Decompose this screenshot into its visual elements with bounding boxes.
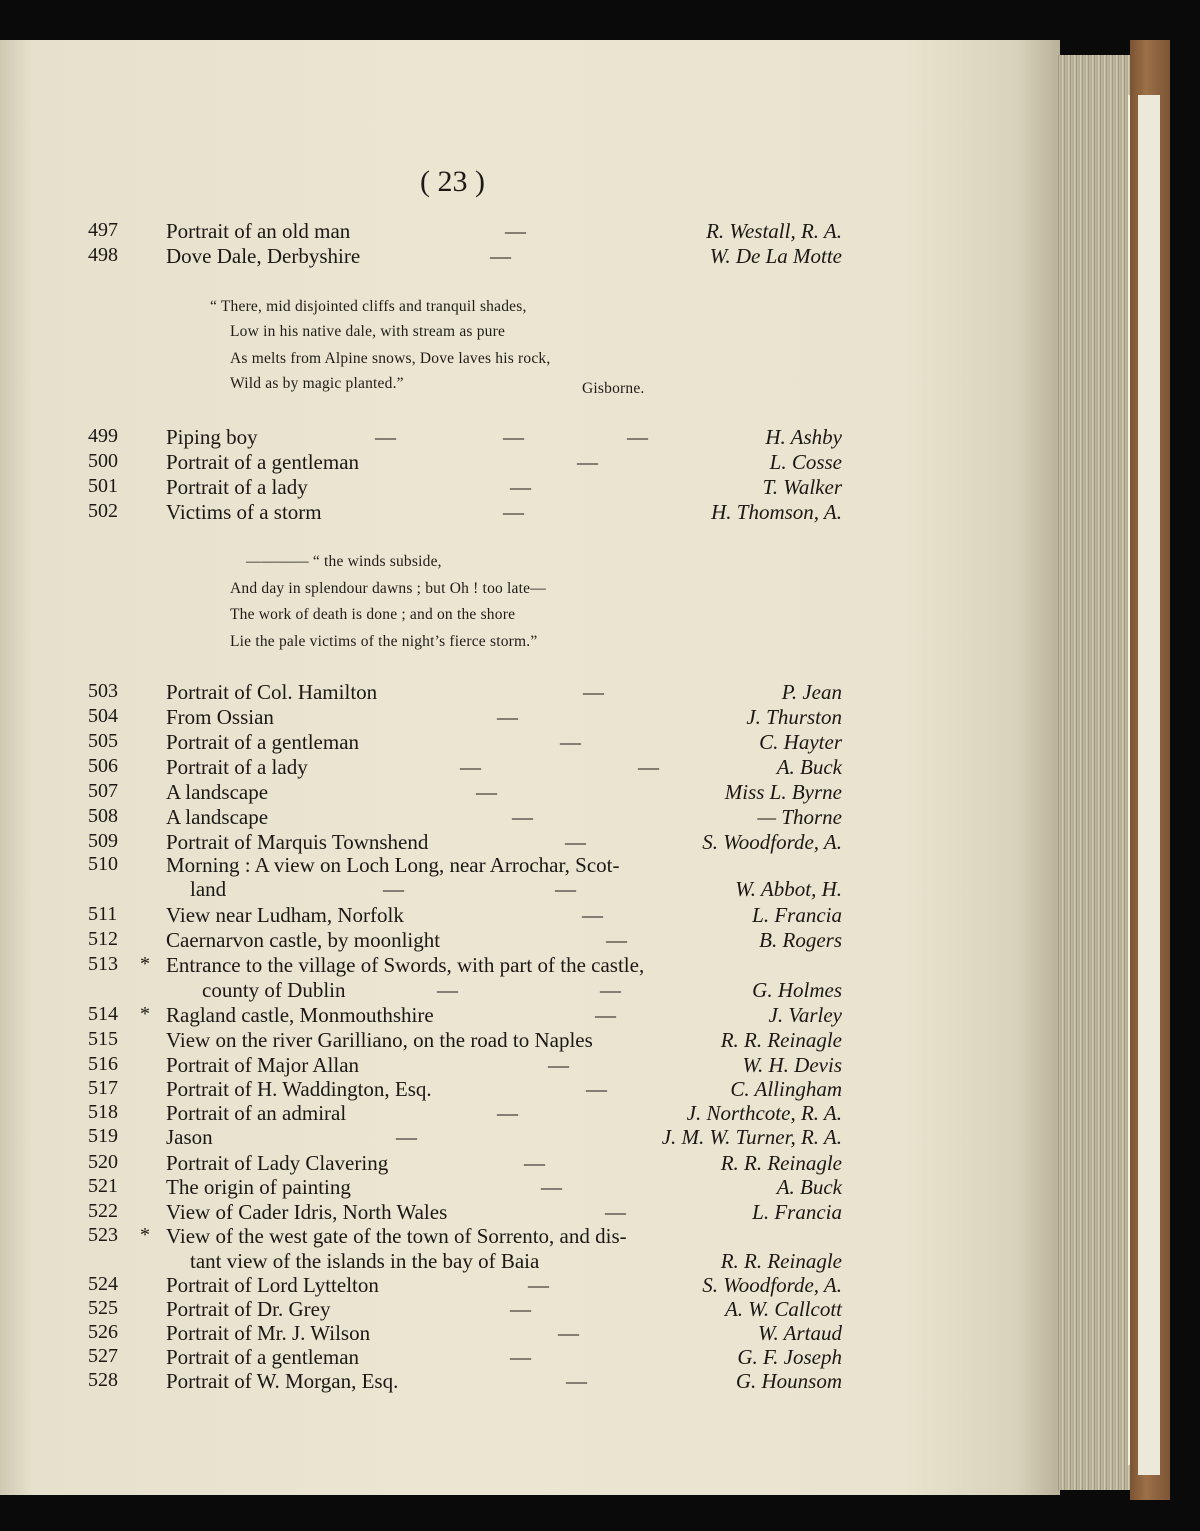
entry-title: Victims of a storm — [166, 500, 322, 524]
leader-dash: — — [577, 450, 598, 474]
catalogue-entry — [0, 500, 1060, 526]
entry-artist: G. Hounsom — [735, 1369, 842, 1393]
entry-artist: R. R. Reinagle — [720, 1151, 842, 1175]
catalogue-entry — [0, 705, 1060, 731]
entry-title: Caernarvon castle, by moonlight — [166, 928, 441, 952]
entry-artist: A. Buck — [776, 755, 842, 779]
entry-title: From Ossian — [166, 705, 274, 729]
entry-artist: L. Francia — [752, 903, 842, 927]
catalogue-entry — [0, 1345, 1060, 1371]
entry-artist: — Thorne — [757, 805, 842, 829]
entry-artist: S. Woodforde, A. — [702, 1273, 842, 1297]
entry-number: 526 — [88, 1321, 118, 1343]
leader-dash: — — [560, 730, 581, 754]
entry-number: 519 — [88, 1125, 118, 1147]
new-work-asterisk: * — [140, 953, 150, 975]
entry-number: 506 — [88, 755, 118, 777]
entry-number: 512 — [88, 928, 118, 950]
entry-artist: L. Cosse — [769, 450, 842, 474]
catalogue-entry — [0, 1003, 1060, 1029]
entry-artist: C. Allingham — [730, 1077, 842, 1101]
page-number: ( 23 ) — [420, 165, 485, 198]
entry-title: Portrait of a gentleman — [166, 730, 360, 754]
catalogue-entry — [0, 755, 1060, 781]
entry-title: Portrait of Lord Lyttelton — [166, 1273, 379, 1297]
catalogue-entry — [0, 1369, 1060, 1395]
entry-artist: R. R. Reinagle — [720, 1249, 842, 1273]
leader-dash: — — [586, 1077, 607, 1101]
catalogue-entry — [0, 903, 1060, 929]
catalogue-entry — [0, 1297, 1060, 1323]
entry-artist: P. Jean — [781, 680, 842, 704]
new-work-asterisk: * — [140, 1224, 150, 1246]
entry-artist: J. Varley — [768, 1003, 842, 1027]
entry-artist: A. W. Callcott — [724, 1297, 842, 1321]
entry-artist: G. Holmes — [752, 978, 842, 1002]
leader-dash: — — [497, 1101, 518, 1125]
entry-number: 513 — [88, 953, 118, 975]
entry-artist: W. De La Motte — [709, 244, 842, 268]
verse-line: And day in splendour dawns ; but Oh ! too late— — [230, 580, 546, 597]
new-work-asterisk: * — [140, 1003, 150, 1025]
catalogue-entry — [0, 1200, 1060, 1226]
catalogue-entry — [0, 780, 1060, 806]
entry-artist: C. Hayter — [759, 730, 842, 754]
entry-number: 515 — [88, 1028, 118, 1050]
entry-artist: W. Abbot, H. — [735, 877, 842, 901]
entry-title: Ragland castle, Monmouthshire — [166, 1003, 434, 1027]
entry-title: Portrait of a gentleman — [166, 1345, 360, 1369]
leader-dash: — — [638, 755, 659, 779]
entry-title: Portrait of a lady — [166, 755, 308, 779]
entry-number: 499 — [88, 425, 118, 447]
entry-number: 509 — [88, 830, 118, 852]
leader-dash: — — [510, 475, 531, 499]
leader-dash: — — [383, 877, 404, 901]
entry-artist: T. Walker — [762, 475, 842, 499]
entry-title: Portrait of Mr. J. Wilson — [166, 1321, 371, 1345]
entry-artist: J. Thurston — [746, 705, 842, 729]
leader-dash: — — [582, 903, 603, 927]
entry-title: View of Cader Idris, North Wales — [166, 1200, 448, 1224]
leader-dash: — — [503, 425, 524, 449]
leader-dash: — — [490, 244, 511, 268]
entry-artist: A. Buck — [776, 1175, 842, 1199]
leader-dash: — — [565, 830, 586, 854]
entry-number: 518 — [88, 1101, 118, 1123]
leader-dash: — — [541, 1175, 562, 1199]
catalogue-entry-continuation — [0, 1249, 1060, 1275]
entry-number: 516 — [88, 1053, 118, 1075]
catalogue-entry — [0, 1077, 1060, 1103]
catalogue-entry — [0, 853, 1060, 879]
verse-line: The work of death is done ; and on the shore — [230, 606, 516, 623]
leader-dash: — — [505, 219, 526, 243]
verse-attribution: Gisborne. — [582, 380, 645, 397]
entry-artist: S. Woodforde, A. — [702, 830, 842, 854]
leader-dash: — — [528, 1273, 549, 1297]
entry-number: 501 — [88, 475, 118, 497]
entry-artist: W. Artaud — [757, 1321, 842, 1345]
leader-dash: — — [460, 755, 481, 779]
page-edges — [1058, 55, 1138, 1490]
entry-title: View on the river Garilliano, on the road to Naples — [166, 1028, 593, 1052]
catalogue-entry — [0, 450, 1060, 476]
catalogue-entry — [0, 244, 1060, 270]
verse-line: ———— “ the winds subside, — [246, 553, 442, 570]
leader-dash: — — [600, 978, 621, 1002]
leader-dash: — — [497, 705, 518, 729]
catalogue-entry — [0, 1321, 1060, 1347]
entry-number: 522 — [88, 1200, 118, 1222]
entry-title: Entrance to the village of Swords, with part of the castle, — [166, 953, 645, 977]
verse-line: Low in his native dale, with stream as pure — [230, 323, 506, 340]
entry-title: Portrait of Col. Hamilton — [166, 680, 378, 704]
leader-dash: — — [437, 978, 458, 1002]
catalogue-entry-continuation — [0, 877, 1060, 903]
entry-title: A landscape — [166, 780, 269, 804]
leader-dash: — — [510, 1345, 531, 1369]
leader-dash: — — [524, 1151, 545, 1175]
catalogue-entry — [0, 1125, 1060, 1151]
entry-title: Portrait of Lady Clavering — [166, 1151, 389, 1175]
catalogue-entry-continuation — [0, 978, 1060, 1004]
entry-number: 507 — [88, 780, 118, 802]
leader-dash: — — [606, 928, 627, 952]
catalogue-entry — [0, 1028, 1060, 1054]
entry-number: 514 — [88, 1003, 118, 1025]
leader-dash: — — [476, 780, 497, 804]
entry-artist: Miss L. Byrne — [724, 780, 842, 804]
entry-number: 505 — [88, 730, 118, 752]
entry-artist: H. Ashby — [765, 425, 842, 449]
catalogue-entry — [0, 1101, 1060, 1127]
entry-number: 525 — [88, 1297, 118, 1319]
verse-line: Lie the pale victims of the night’s fierce storm.” — [230, 633, 538, 650]
entry-title: Portrait of H. Waddington, Esq. — [166, 1077, 432, 1101]
entry-number: 504 — [88, 705, 118, 727]
entry-number: 510 — [88, 853, 118, 875]
entry-artist: J. M. W. Turner, R. A. — [661, 1125, 842, 1149]
cover-inner-paper — [1138, 95, 1160, 1475]
entry-number: 520 — [88, 1151, 118, 1173]
entry-title: View of the west gate of the town of Sorrento, and dis- — [166, 1224, 627, 1248]
entry-number: 508 — [88, 805, 118, 827]
catalogue-entry — [0, 1151, 1060, 1177]
entry-title: Portrait of Major Allan — [166, 1053, 360, 1077]
entry-title: View near Ludham, Norfolk — [166, 903, 404, 927]
entry-title-continuation: land — [190, 877, 227, 901]
entry-artist: J. Northcote, R. A. — [686, 1101, 842, 1125]
entry-number: 524 — [88, 1273, 118, 1295]
leader-dash: — — [503, 500, 524, 524]
entry-title: Portrait of W. Morgan, Esq. — [166, 1369, 399, 1393]
entry-number: 500 — [88, 450, 118, 472]
entry-number: 498 — [88, 244, 118, 266]
entry-title-continuation: tant view of the islands in the bay of Baia — [190, 1249, 540, 1273]
entry-artist: R. Westall, R. A. — [706, 219, 842, 243]
leader-dash: — — [375, 425, 396, 449]
leader-dash: — — [566, 1369, 587, 1393]
entry-number: 502 — [88, 500, 118, 522]
verse-line: As melts from Alpine snows, Dove laves his rock, — [230, 350, 551, 367]
verse-line: “ There, mid disjointed cliffs and tranquil shades, — [210, 298, 527, 315]
catalogue-entry — [0, 1273, 1060, 1299]
leader-dash: — — [595, 1003, 616, 1027]
entry-title: Morning : A view on Loch Long, near Arrochar, Scot- — [166, 853, 620, 877]
leader-dash: — — [583, 680, 604, 704]
catalogue-entry — [0, 730, 1060, 756]
entry-number: 521 — [88, 1175, 118, 1197]
catalogue-entry — [0, 1224, 1060, 1250]
catalogue-entry — [0, 425, 1060, 451]
leader-dash: — — [558, 1321, 579, 1345]
entry-artist: B. Rogers — [759, 928, 842, 952]
entry-artist: W. H. Devis — [742, 1053, 842, 1077]
entry-title: Dove Dale, Derbyshire — [166, 244, 361, 268]
entry-title: A landscape — [166, 805, 269, 829]
verse-line: Wild as by magic planted.” — [230, 375, 404, 392]
entry-number: 517 — [88, 1077, 118, 1099]
entry-title: Portrait of a gentleman — [166, 450, 360, 474]
entry-number: 527 — [88, 1345, 118, 1367]
catalogue-entry — [0, 219, 1060, 245]
entry-artist: H. Thomson, A. — [711, 500, 842, 524]
entry-artist: L. Francia — [752, 1200, 842, 1224]
entry-artist: R. R. Reinagle — [720, 1028, 842, 1052]
catalogue-entry — [0, 1053, 1060, 1079]
leader-dash: — — [627, 425, 648, 449]
entry-artist: G. F. Joseph — [737, 1345, 842, 1369]
catalogue-entry — [0, 953, 1060, 979]
entry-title: Portrait of an admiral — [166, 1101, 347, 1125]
entry-number: 497 — [88, 219, 118, 241]
leader-dash: — — [555, 877, 576, 901]
leader-dash: — — [548, 1053, 569, 1077]
leader-dash: — — [512, 805, 533, 829]
catalogue-entry — [0, 928, 1060, 954]
catalogue-entry — [0, 805, 1060, 831]
leader-dash: — — [396, 1125, 417, 1149]
catalogue-entry — [0, 1175, 1060, 1201]
entry-number: 523 — [88, 1224, 118, 1246]
entry-title: Piping boy — [166, 425, 258, 449]
entry-number: 528 — [88, 1369, 118, 1391]
catalogue-entry — [0, 475, 1060, 501]
leader-dash: — — [510, 1297, 531, 1321]
leader-dash: — — [605, 1200, 626, 1224]
entry-title: The origin of painting — [166, 1175, 351, 1199]
entry-number: 503 — [88, 680, 118, 702]
entry-title: Jason — [166, 1125, 213, 1149]
entry-number: 511 — [88, 903, 118, 925]
entry-title-continuation: county of Dublin — [202, 978, 346, 1002]
entry-title: Portrait of Marquis Townshend — [166, 830, 429, 854]
entry-title: Portrait of an old man — [166, 219, 351, 243]
catalogue-entry — [0, 680, 1060, 706]
entry-title: Portrait of Dr. Grey — [166, 1297, 331, 1321]
entry-title: Portrait of a lady — [166, 475, 308, 499]
